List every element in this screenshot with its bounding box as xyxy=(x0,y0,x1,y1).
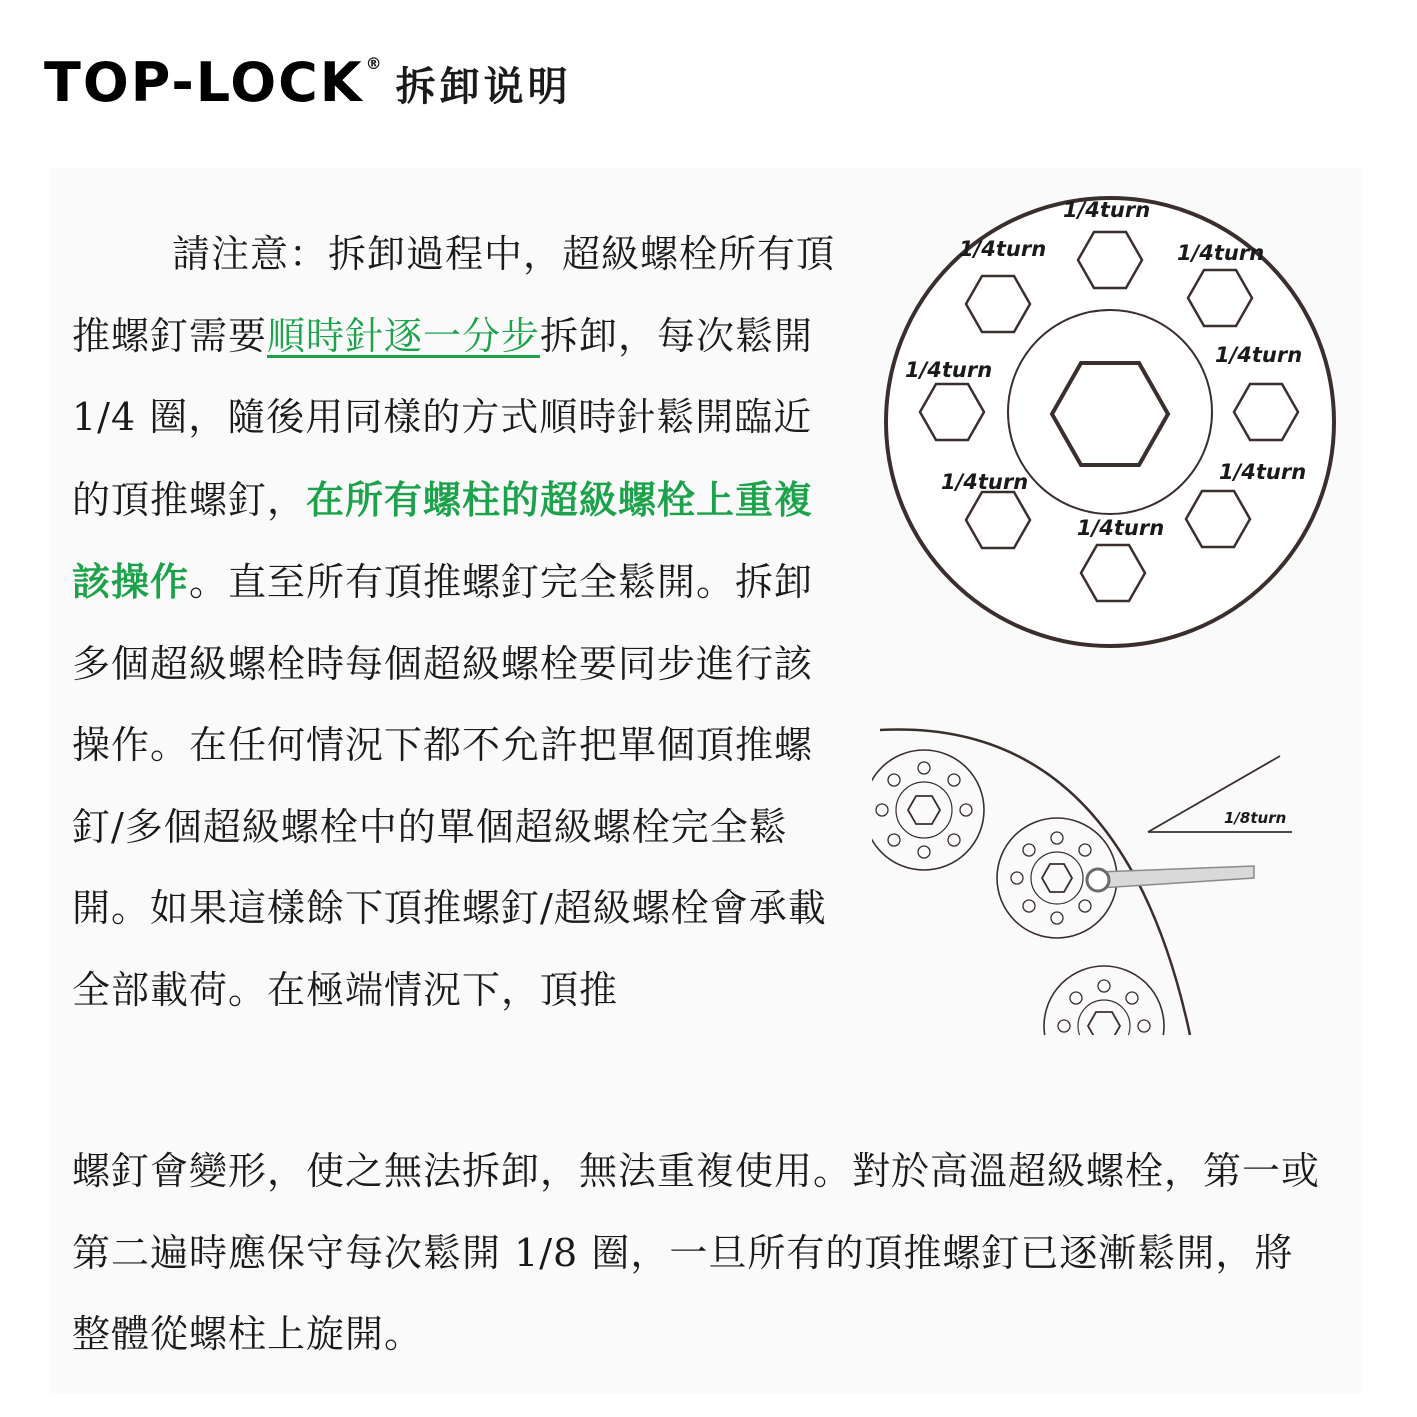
superbolt-center-hex xyxy=(1088,1012,1120,1040)
brand-logo: TOP-LOCK xyxy=(44,51,364,114)
page-title: 拆卸说明 xyxy=(395,63,572,110)
instruction-paragraph-continued: 螺釘會變形，使之無法拆卸，無法重複使用。對於高溫超級螺栓，第一或第二遍時應保守每次鬆開 1/8 圈，一旦所有的頂推螺釘已逐漸鬆開，將整體從螺柱上旋開。 xyxy=(72,1149,1321,1356)
instruction-text-a: 請注意：拆卸過程中，超級螺栓所有頂推螺釘需要 xyxy=(72,232,836,358)
turn-label: 1/4turn xyxy=(941,470,1029,494)
superbolt-inner-ring xyxy=(896,782,952,838)
instruction-paragraph xyxy=(72,214,842,1031)
wrench-handle xyxy=(1098,866,1254,888)
turn-label-eighth: 1/8turn xyxy=(1224,809,1287,827)
turn-label: 1/4turn xyxy=(1219,460,1307,484)
brand-header xyxy=(44,48,572,118)
turn-label: 1/4turn xyxy=(1177,241,1265,265)
superbolt-inner-ring xyxy=(1031,852,1083,904)
superbolt-center-hex xyxy=(908,796,940,824)
jackbolt-small-ring xyxy=(876,762,972,858)
instruction-text-b: 拆卸，每次鬆開 1/4 圈，隨後用同樣的方式順時針鬆開臨近的頂推螺釘， xyxy=(72,313,814,522)
turn-label: 1/4turn xyxy=(1063,198,1151,222)
superbolt-inner-ring xyxy=(1078,1000,1130,1040)
turn-label: 1/4turn xyxy=(1215,343,1303,367)
superbolt-ring xyxy=(872,750,984,870)
jackbolt-small-ring xyxy=(1058,980,1150,1032)
turn-label: 1/4turn xyxy=(959,237,1047,261)
turn-label: 1/4turn xyxy=(905,358,993,382)
turn-label: 1/4turn xyxy=(1077,516,1165,540)
wrench-head xyxy=(1087,869,1109,891)
instruction-highlight-repeat: 在所有螺柱的超級螺栓上重複該操作 xyxy=(72,476,814,604)
superbolt-ring xyxy=(1044,966,1164,1040)
flange-inner-circle xyxy=(1008,310,1212,514)
instruction-highlight-clockwise: 順時針逐一分步 xyxy=(267,313,541,358)
instruction-text-c: 。直至所有頂推螺釘完全鬆開。拆卸多個超級螺栓時每個超級螺栓要同步進行該操作。在任何情況下都不允許把單個頂推螺釘/多個超級螺栓中的單個超級螺栓完全鬆開。如果這樣餘下頂推螺釘/超級螺栓會承載全部載荷。在極端情況下，頂推 xyxy=(72,560,827,1012)
registered-mark: ® xyxy=(365,54,382,73)
multi-bolt-diagram xyxy=(872,722,1302,1040)
superbolt-center-hex xyxy=(1042,864,1072,892)
jackbolt-sequence-diagram xyxy=(870,190,1350,660)
